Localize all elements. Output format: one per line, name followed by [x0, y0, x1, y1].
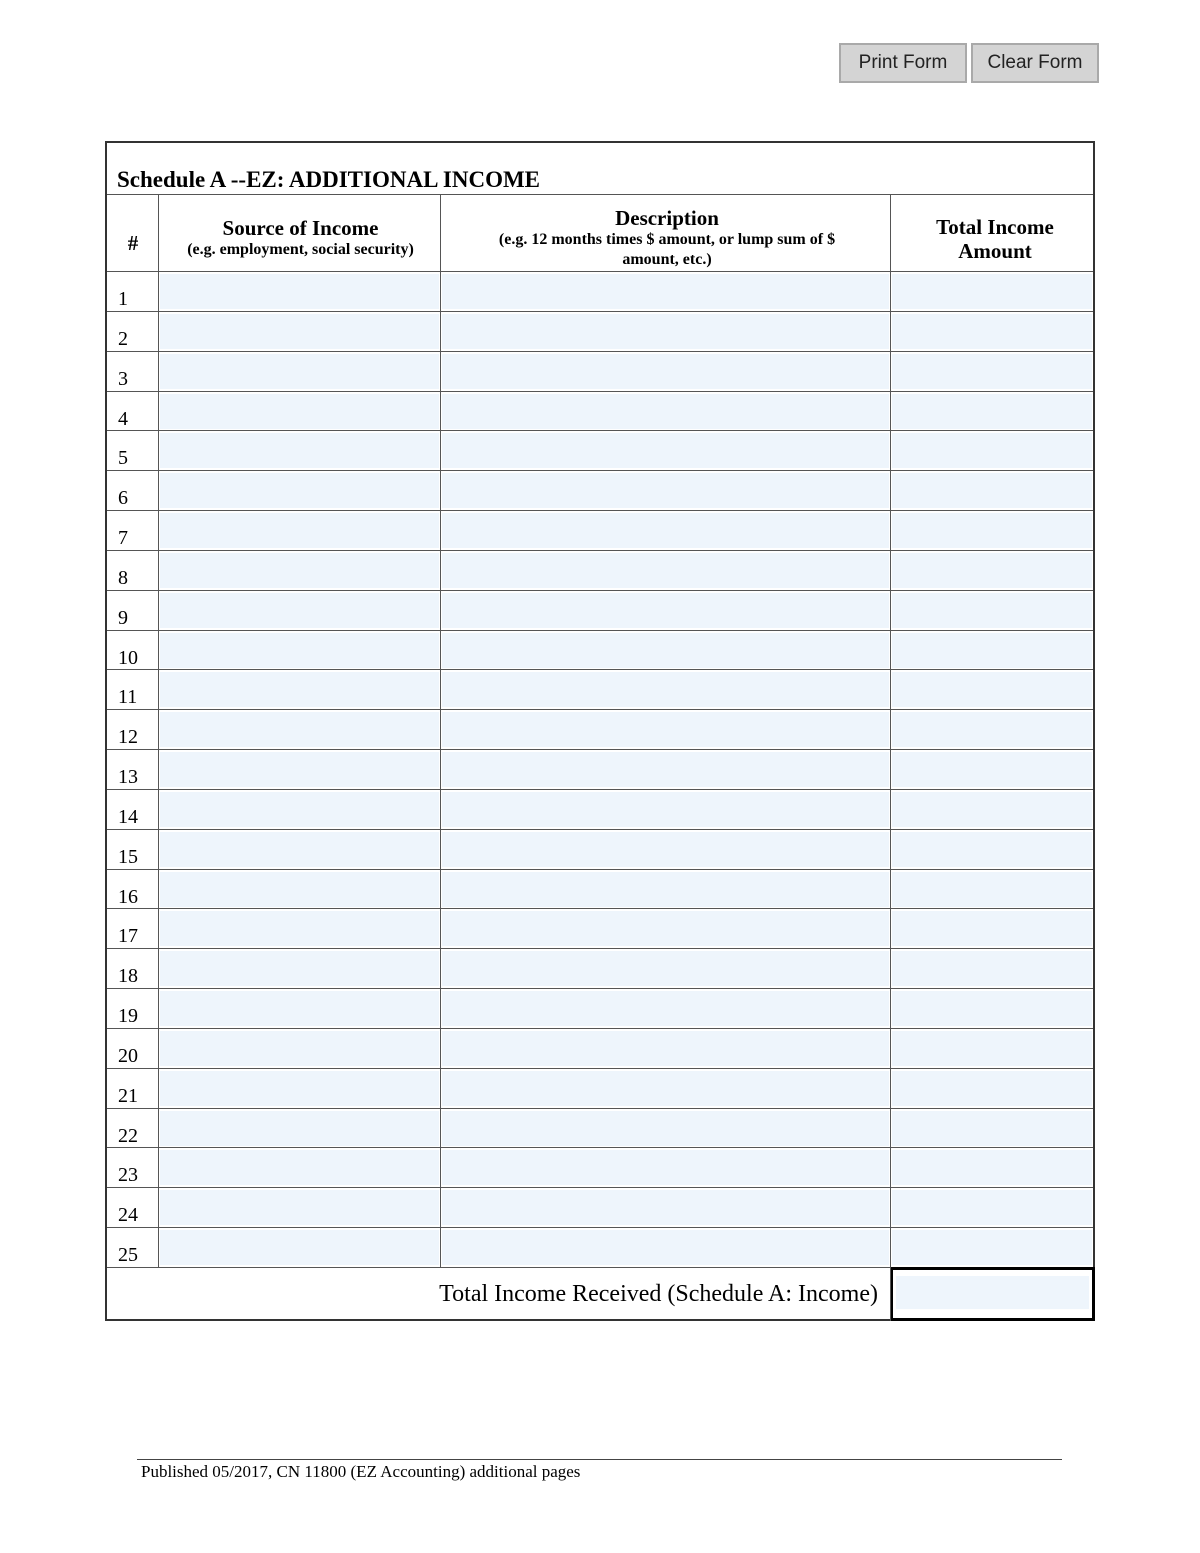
- source-hint: (e.g. employment, social security): [187, 241, 414, 258]
- source-field[interactable]: [160, 752, 439, 787]
- description-field[interactable]: [442, 553, 889, 588]
- row-rule: [107, 550, 1093, 551]
- header-bottom-rule: [107, 271, 1093, 272]
- amount-field[interactable]: [892, 832, 1092, 867]
- print-form-button[interactable]: Print Form: [839, 43, 967, 83]
- amount-field[interactable]: [892, 1031, 1092, 1066]
- row-rule: [107, 351, 1093, 352]
- row-number: 13: [118, 766, 138, 789]
- amount-field[interactable]: [892, 792, 1092, 827]
- description-field[interactable]: [442, 274, 889, 309]
- row-rule: [107, 1108, 1093, 1109]
- source-field[interactable]: [160, 274, 439, 309]
- row-number: 11: [118, 686, 138, 709]
- row-number: 14: [118, 805, 138, 828]
- column-header-description: [442, 206, 892, 270]
- amount-field[interactable]: [892, 672, 1092, 707]
- description-field[interactable]: [442, 872, 889, 907]
- amount-field[interactable]: [892, 1190, 1092, 1225]
- source-field[interactable]: [160, 712, 439, 747]
- source-field[interactable]: [160, 553, 439, 588]
- column-header-number: #: [127, 231, 139, 255]
- description-field[interactable]: [442, 792, 889, 827]
- footer-rule: [137, 1459, 1062, 1460]
- row-number: 7: [118, 527, 128, 550]
- description-hint: (e.g. 12 months times $ amount, or lump sum of $ amount, etc.): [498, 231, 836, 268]
- row-number: 12: [118, 726, 138, 749]
- clear-form-button[interactable]: Clear Form: [971, 43, 1099, 83]
- amount-field[interactable]: [892, 911, 1092, 946]
- footer-text: Published 05/2017, CN 11800 (EZ Accounting) additional pages: [141, 1462, 581, 1481]
- source-field[interactable]: [160, 1071, 439, 1106]
- description-field[interactable]: [442, 1190, 889, 1225]
- source-field[interactable]: [160, 911, 439, 946]
- amount-field[interactable]: [892, 712, 1092, 747]
- column-header-source: [159, 216, 442, 260]
- amount-field[interactable]: [892, 1150, 1092, 1185]
- description-field[interactable]: [442, 473, 889, 508]
- row-number: 21: [118, 1084, 138, 1107]
- row-number: 1: [118, 288, 128, 310]
- description-field[interactable]: [442, 832, 889, 867]
- row-rule: [107, 709, 1093, 710]
- amount-field[interactable]: [892, 274, 1092, 309]
- row-number: 24: [118, 1204, 138, 1227]
- description-field[interactable]: [442, 513, 889, 548]
- source-field[interactable]: [160, 1230, 439, 1265]
- row-rule: [107, 590, 1093, 591]
- source-field[interactable]: [160, 1111, 439, 1146]
- source-field[interactable]: [160, 433, 439, 468]
- amount-field[interactable]: [892, 1071, 1092, 1106]
- row-rule: [107, 630, 1093, 631]
- row-number: 10: [118, 646, 138, 669]
- row-number: 2: [118, 327, 128, 350]
- source-field[interactable]: [160, 991, 439, 1026]
- row-rule: [107, 1068, 1093, 1069]
- description-field[interactable]: [442, 752, 889, 787]
- row-number: 17: [118, 925, 138, 948]
- form-title: Schedule A --EZ: ADDITIONAL INCOME: [117, 167, 541, 192]
- description-field[interactable]: [442, 712, 889, 747]
- description-field[interactable]: [442, 1150, 889, 1185]
- schedule-a-form: [105, 141, 1095, 1321]
- total-income-label: Total Income Received (Schedule A: Income): [439, 1281, 878, 1307]
- source-field[interactable]: [160, 593, 439, 628]
- row-number: 5: [118, 447, 128, 470]
- column-rule: [158, 194, 159, 1268]
- row-number: 18: [118, 965, 138, 988]
- amount-field[interactable]: [892, 513, 1092, 548]
- row-rule: [107, 988, 1093, 989]
- amount-field[interactable]: [892, 633, 1092, 668]
- row-rule: [107, 908, 1093, 909]
- row-rule: [107, 789, 1093, 790]
- source-field[interactable]: [160, 951, 439, 986]
- amount-field[interactable]: [892, 752, 1092, 787]
- description-field[interactable]: [442, 672, 889, 707]
- row-number: 22: [118, 1124, 138, 1147]
- description-field[interactable]: [442, 314, 889, 349]
- row-rule: [107, 391, 1093, 392]
- description-field[interactable]: [442, 1111, 889, 1146]
- total-income-field[interactable]: [896, 1276, 1089, 1309]
- source-title: Source of Income: [222, 216, 379, 240]
- amount-field[interactable]: [892, 951, 1092, 986]
- amount-field[interactable]: [892, 1111, 1092, 1146]
- source-field[interactable]: [160, 513, 439, 548]
- source-field[interactable]: [160, 314, 439, 349]
- description-title: Description: [615, 206, 719, 230]
- row-rule: [107, 948, 1093, 949]
- row-number: 4: [118, 407, 128, 430]
- source-field[interactable]: [160, 633, 439, 668]
- amount-field[interactable]: [892, 314, 1092, 349]
- description-field[interactable]: [442, 911, 889, 946]
- column-header-amount: Total Income Amount: [936, 215, 1054, 263]
- description-field[interactable]: [442, 633, 889, 668]
- source-field[interactable]: [160, 354, 439, 389]
- row-number: 9: [118, 606, 128, 629]
- description-field[interactable]: [442, 1071, 889, 1106]
- source-field[interactable]: [160, 473, 439, 508]
- amount-field[interactable]: [892, 1230, 1092, 1265]
- amount-field[interactable]: [892, 991, 1092, 1026]
- total-income-box: [890, 1267, 1095, 1321]
- row-number: 25: [118, 1244, 138, 1267]
- source-field[interactable]: [160, 1190, 439, 1225]
- row-number: 15: [118, 845, 138, 868]
- amount-field[interactable]: [892, 394, 1092, 429]
- source-field[interactable]: [160, 792, 439, 827]
- row-rule: [107, 1227, 1093, 1228]
- source-field[interactable]: [160, 672, 439, 707]
- description-field[interactable]: [442, 433, 889, 468]
- row-number: 8: [118, 566, 128, 589]
- description-field[interactable]: [442, 1031, 889, 1066]
- row-rule: [107, 311, 1093, 312]
- row-number: 3: [118, 367, 128, 390]
- description-field[interactable]: [442, 951, 889, 986]
- amount-field[interactable]: [892, 553, 1092, 588]
- source-field[interactable]: [160, 872, 439, 907]
- header-top-rule: [107, 194, 1093, 195]
- row-rule: [107, 669, 1093, 670]
- row-rule: [107, 1187, 1093, 1188]
- row-rule: [107, 470, 1093, 471]
- row-rule: [107, 430, 1093, 431]
- description-field[interactable]: [442, 354, 889, 389]
- source-field[interactable]: [160, 1150, 439, 1185]
- row-rule: [107, 510, 1093, 511]
- description-field[interactable]: [442, 394, 889, 429]
- row-number: 6: [118, 487, 128, 510]
- row-number: 16: [118, 885, 138, 908]
- row-number: 19: [118, 1005, 138, 1028]
- amount-field[interactable]: [892, 593, 1092, 628]
- source-field[interactable]: [160, 394, 439, 429]
- row-rule: [107, 829, 1093, 830]
- row-number: 20: [118, 1044, 138, 1067]
- column-rule: [890, 194, 891, 1321]
- row-rule: [107, 869, 1093, 870]
- row-rule: [107, 749, 1093, 750]
- source-field[interactable]: [160, 832, 439, 867]
- description-field[interactable]: [442, 1230, 889, 1265]
- row-rule: [107, 1028, 1093, 1029]
- column-rule: [440, 194, 441, 1268]
- amount-field[interactable]: [892, 473, 1092, 508]
- description-field[interactable]: [442, 593, 889, 628]
- row-number: 23: [118, 1164, 138, 1187]
- amount-field[interactable]: [892, 433, 1092, 468]
- amount-field[interactable]: [892, 354, 1092, 389]
- description-field[interactable]: [442, 991, 889, 1026]
- amount-field[interactable]: [892, 872, 1092, 907]
- source-field[interactable]: [160, 1031, 439, 1066]
- row-rule: [107, 1147, 1093, 1148]
